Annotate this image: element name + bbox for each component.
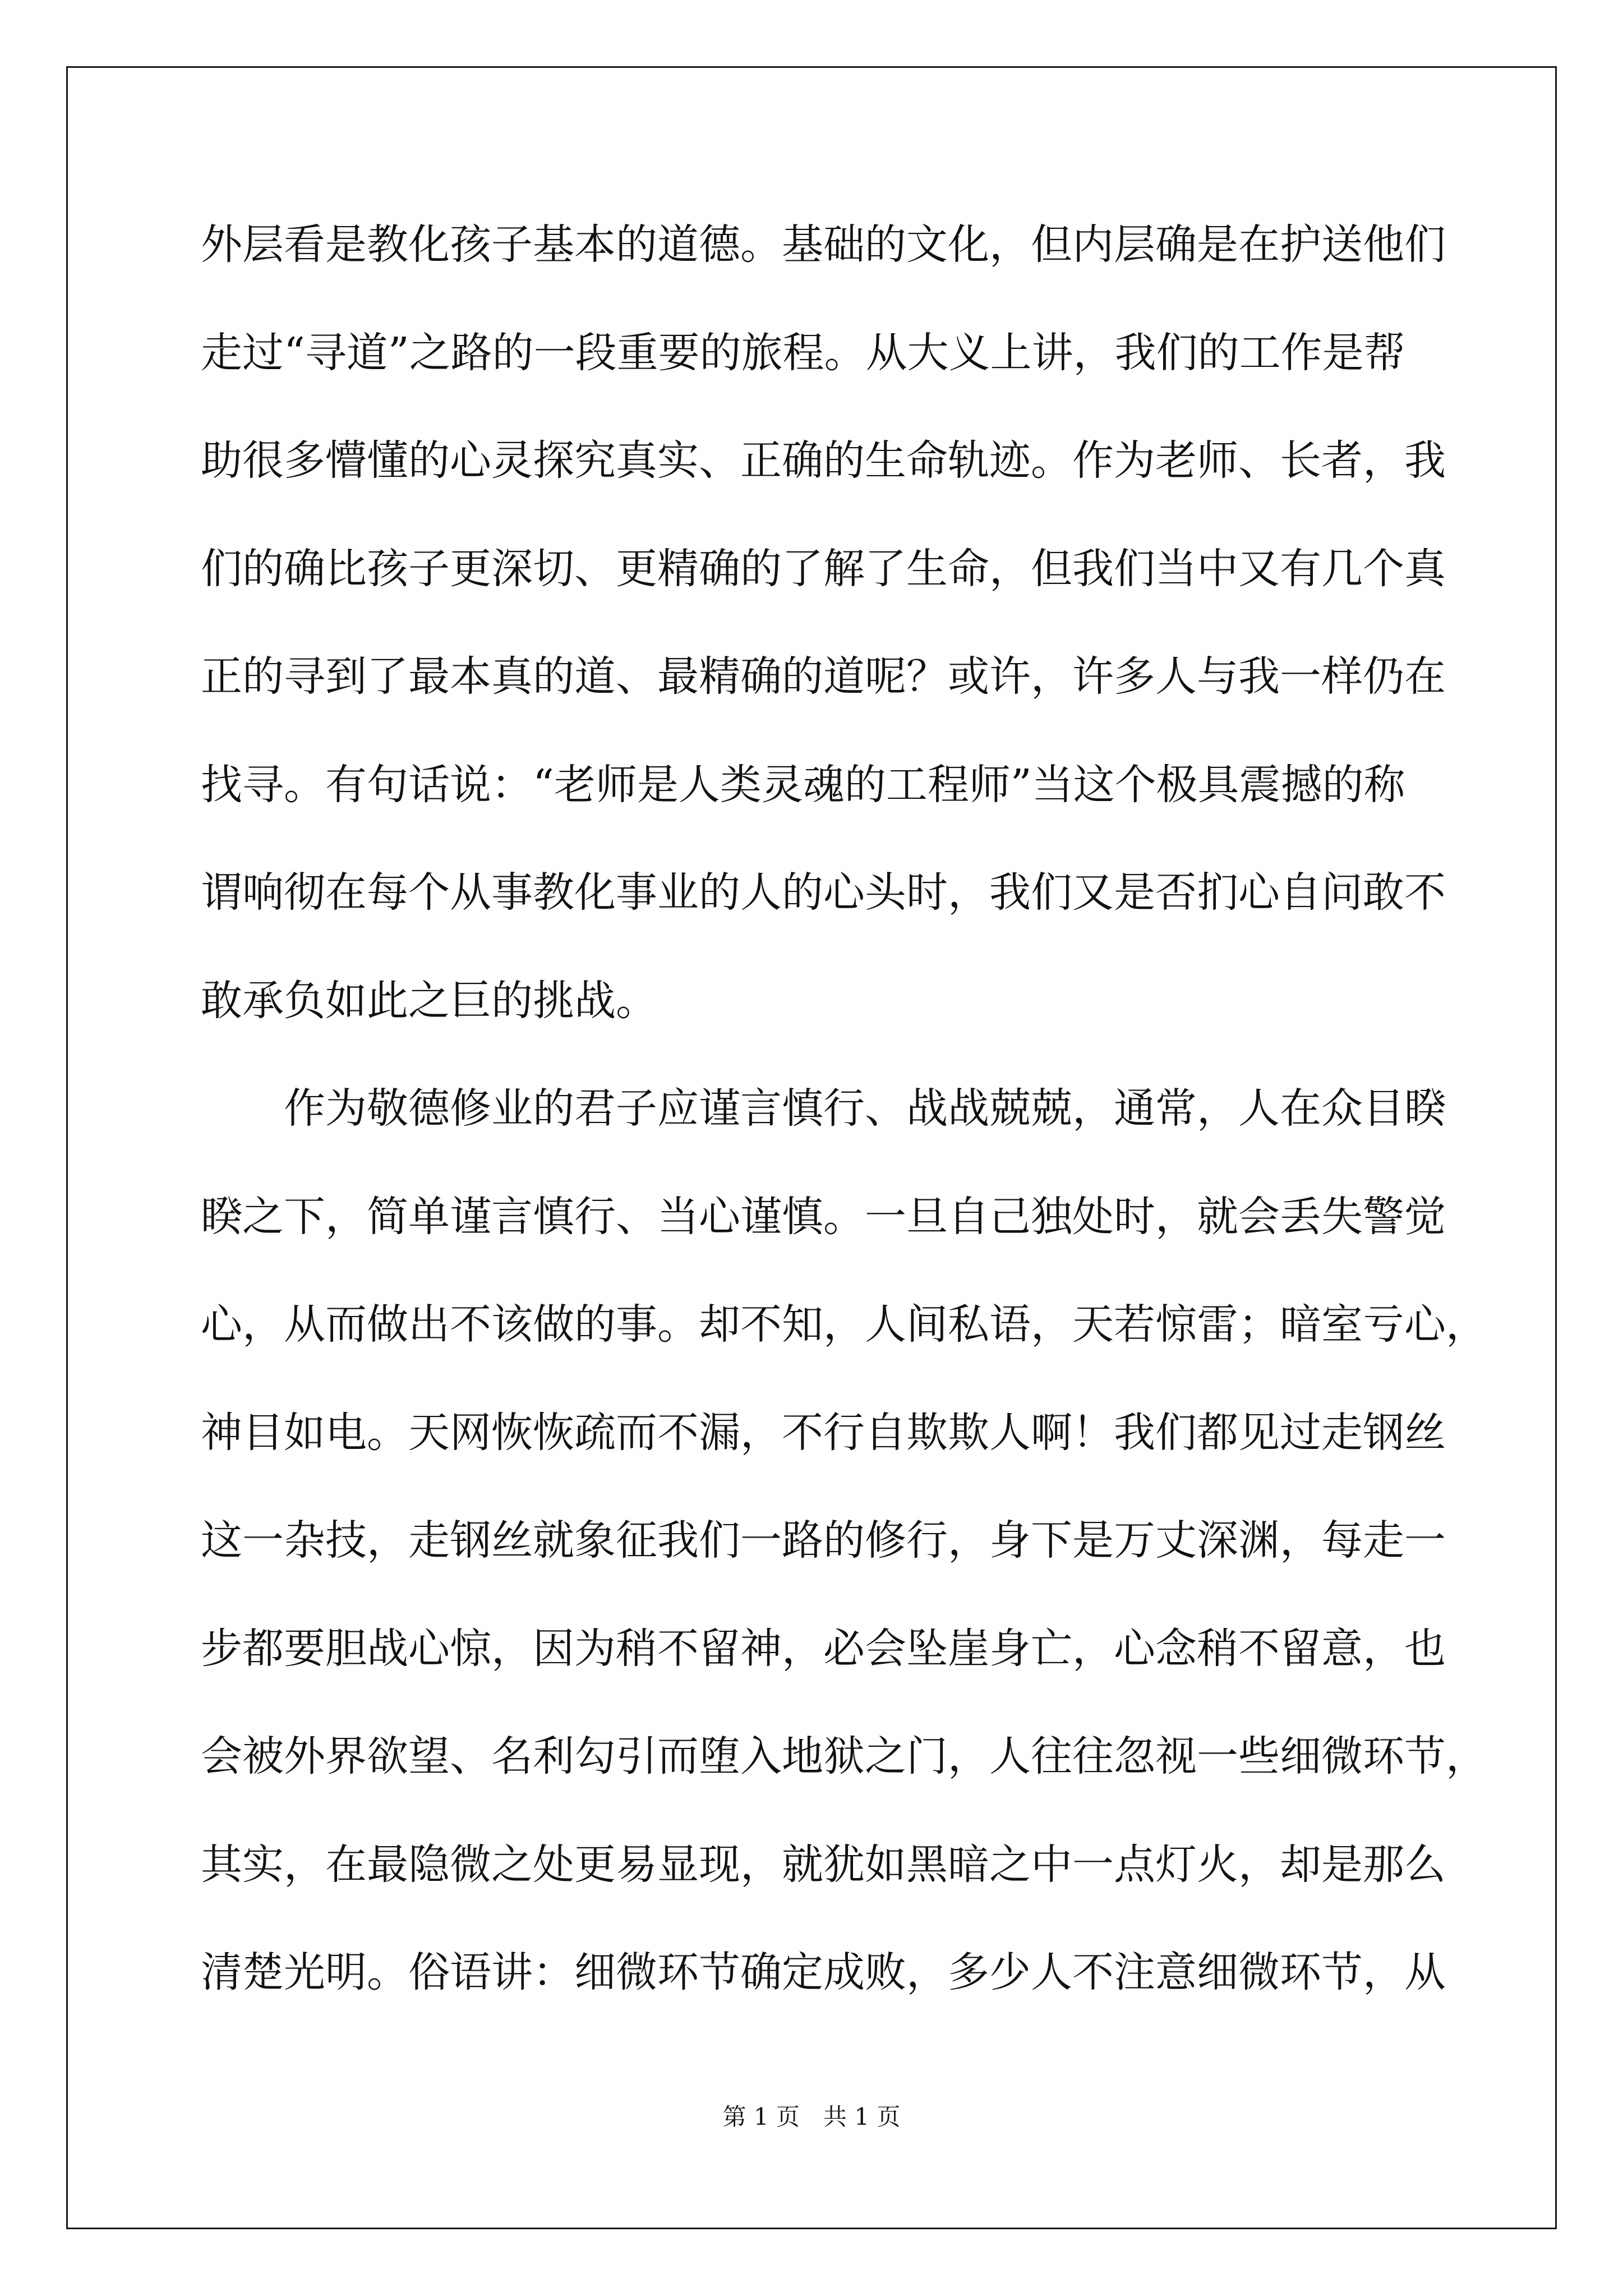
text-line: 谓响彻在每个从事教化事业的人的心头时，我们又是否扪心自问敢不 (201, 868, 1446, 917)
paragraph-2 (201, 1077, 1487, 2049)
text-line: 找寻。有句话说：“老师是人类灵魂的工程师”当这个极具震撼的称 (201, 760, 1405, 809)
document-body (201, 213, 1487, 2049)
text-line: 们的确比孩子更深切、更精确的了解了生命，但我们当中又有几个真 (201, 544, 1446, 593)
text-line-indented: 作为敬德修业的君子应谨言慎行、战战兢兢，通常，人在众目睽 (284, 1084, 1446, 1133)
text-line: 这一杂技，走钢丝就象征我们一路的修行，身下是万丈深渊，每走一 (201, 1516, 1446, 1565)
text-line: 助很多懵懂的心灵探究真实、正确的生命轨迹。作为老师、长者，我 (201, 436, 1446, 485)
text-line: 其实，在最隐微之处更易显现，就犹如黑暗之中一点灯火，却是那么 (201, 1840, 1446, 1889)
text-line: 外层看是教化孩子基本的道德。基础的文化，但内层确是在护送他们 (201, 220, 1446, 269)
text-line: 会被外界欲望、名利勾引而堕入地狱之门，人往往忽视一些细微环节， (201, 1732, 1487, 1780)
text-line: 走过“寻道”之路的一段重要的旅程。从大义上讲，我们的工作是帮 (201, 328, 1405, 377)
text-line: 敢承负如此之巨的挑战。 (201, 976, 657, 1025)
text-line: 神目如电。天网恢恢疏而不漏，不行自欺欺人啊！我们都见过走钢丝 (201, 1408, 1446, 1457)
text-line: 清楚光明。俗语讲：细微环节确定成败，多少人不注意细微环节，从 (201, 1948, 1446, 1996)
text-line: 正的寻到了最本真的道、最精确的道呢？或许，许多人与我一样仍在 (201, 652, 1446, 701)
text-line: 心，从而做出不该做的事。却不知，人间私语，天若惊雷；暗室亏心， (201, 1300, 1487, 1349)
page-number-footer: 第 1 页 共 1 页 (722, 2103, 901, 2131)
text-line: 步都要胆战心惊，因为稍不留神，必会坠崖身亡，心念稍不留意，也 (201, 1624, 1446, 1673)
paragraph-1 (201, 213, 1446, 1077)
text-line: 睽之下，简单谨言慎行、当心谨慎。一旦自己独处时，就会丢失警觉 (201, 1192, 1446, 1241)
